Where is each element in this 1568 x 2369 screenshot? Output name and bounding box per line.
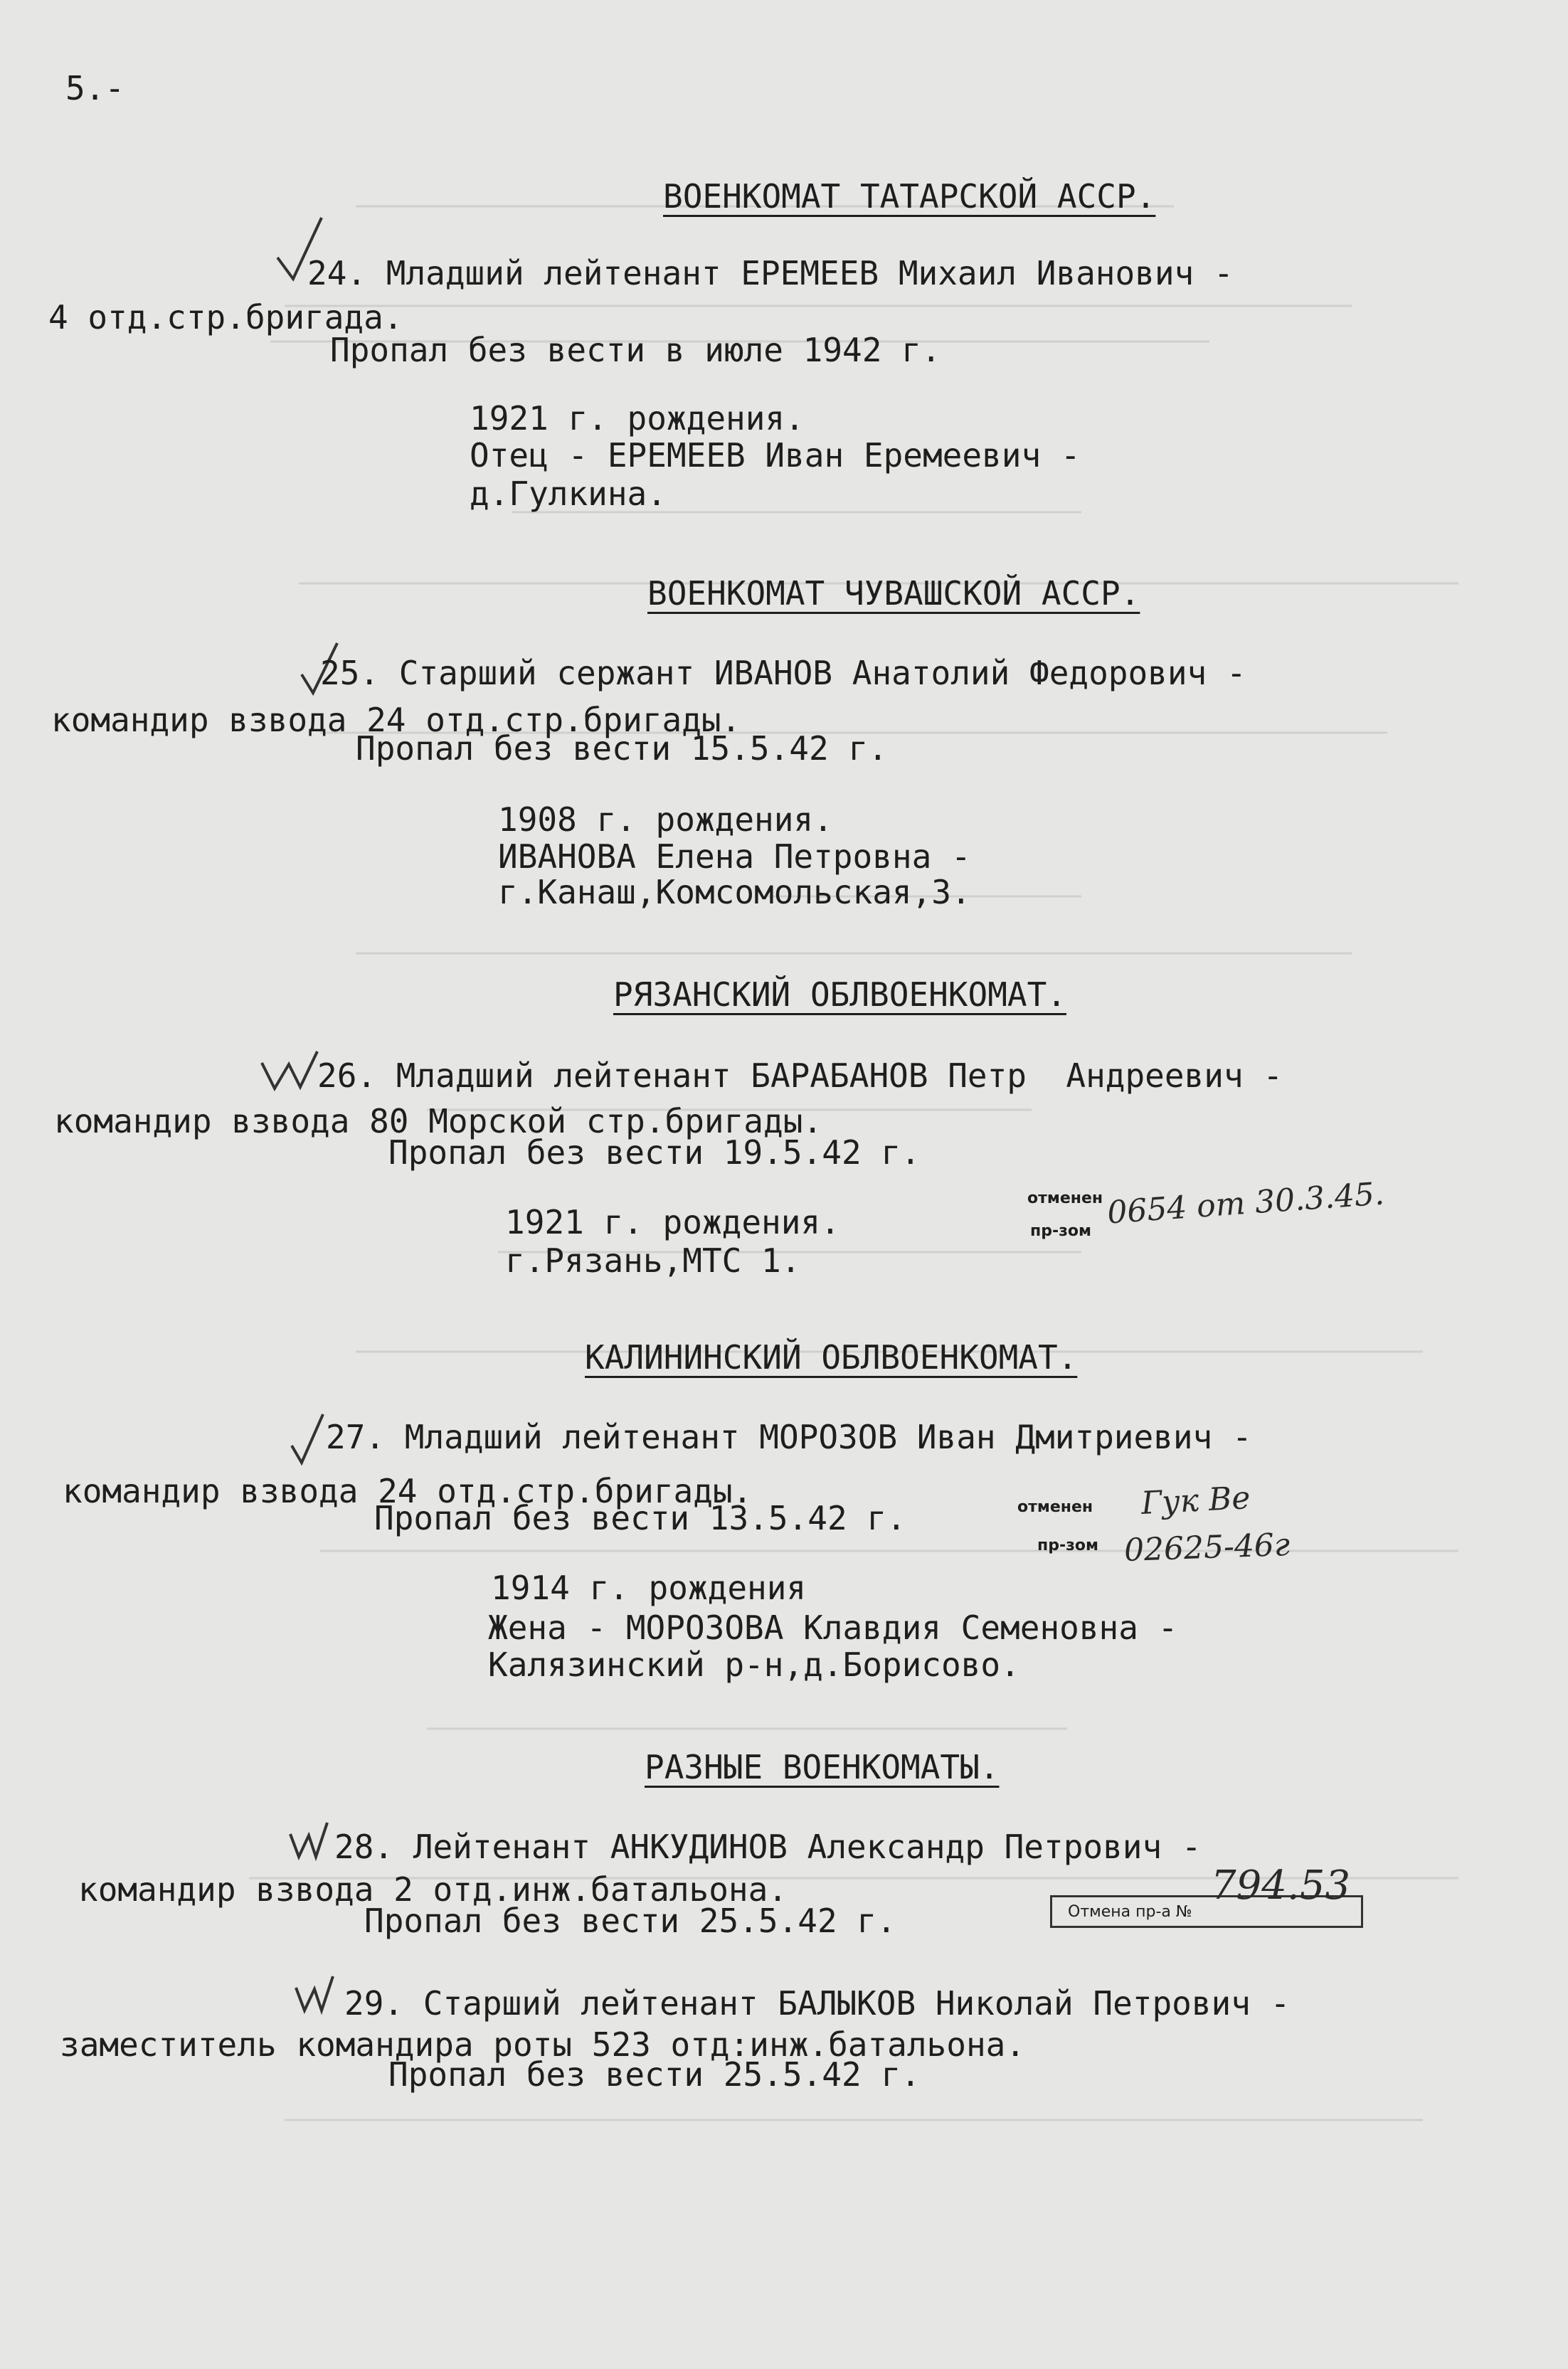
handwritten-order-number: 02625-46г xyxy=(1123,1526,1291,1569)
section-heading-kalinin: КАЛИНИНСКИЙ ОБЛВОЕНКОМАТ. xyxy=(585,1338,1078,1377)
entry-25-line2: командир взвода 24 отд.стр.бригады. xyxy=(51,701,741,739)
entry-29-line1: 29. Старший лейтенант БАЛЫКОВ Николай Петрович - xyxy=(344,1984,1291,2023)
section-heading-tatar: ВОЕНКОМАТ ТАТАРСКОЙ АССР. xyxy=(663,177,1156,216)
entry-25-birth: 1908 г. рождения. xyxy=(498,800,833,839)
entry-27-line1: 27. Младший лейтенант МОРОЗОВ Иван Дмитриевич - xyxy=(326,1418,1252,1456)
entry-29-missing: Пропал без вести 25.5.42 г. xyxy=(388,2055,921,2094)
entry-26-birth: 1921 г. рождения. xyxy=(505,1203,840,1241)
entry-24-line2: 4 отд.стр.бригада. xyxy=(48,298,403,336)
entry-28-missing: Пропал без вести 25.5.42 г. xyxy=(364,1902,896,1940)
entry-25-address: г.Канаш,Комсомольская,3. xyxy=(498,873,971,911)
entry-24-relative: Отец - ЕРЕМЕЕВ Иван Еремеевич - xyxy=(470,436,1081,475)
entry-27-birth: 1914 г. рождения xyxy=(491,1569,807,1607)
cancel-stamp-line1: отменен xyxy=(1027,1189,1103,1207)
check-mark-icon xyxy=(258,1049,322,1098)
check-mark-icon xyxy=(287,1820,330,1870)
entry-24-line1: 24. Младший лейтенант ЕРЕМЕЕВ Михаил Иванович - xyxy=(307,254,1234,292)
cancel-stamp-line2: пр-зом xyxy=(1037,1537,1098,1554)
entry-26-line2: командир взвода 80 Морской стр.бригады. xyxy=(54,1102,823,1140)
handwritten-order-number: 794.53 xyxy=(1211,1862,1350,1909)
entry-25-relative: ИВАНОВА Елена Петровна - xyxy=(498,837,971,876)
section-heading-chuvash: ВОЕНКОМАТ ЧУВАШСКОЙ АССР. xyxy=(647,574,1140,613)
cancel-stamp-line2: пр-зом xyxy=(1030,1222,1091,1240)
entry-27-address: Калязинский р-н,д.Борисово. xyxy=(488,1645,1020,1684)
entry-26-missing: Пропал без вести 19.5.42 г. xyxy=(388,1133,921,1172)
entry-27-missing: Пропал без вести 13.5.42 г. xyxy=(374,1499,906,1537)
entry-26-line1: 26. Младший лейтенант БАРАБАНОВ Петр Андреевич - xyxy=(317,1056,1283,1095)
entry-27-relative: Жена - МОРОЗОВА Клавдия Семеновна - xyxy=(488,1609,1178,1647)
cancel-stamp-line1: отменен xyxy=(1017,1498,1093,1516)
entry-28-line1: 28. Лейтенант АНКУДИНОВ Александр Петрович - xyxy=(334,1828,1202,1866)
handwritten-order-number: 0654 от 30.3.45. xyxy=(1106,1175,1386,1231)
entry-26-address: г.Рязань,МТС 1. xyxy=(505,1241,801,1280)
handwritten-signature: Гук Ве xyxy=(1140,1480,1251,1522)
page-number: 5.- xyxy=(65,69,125,107)
entry-25-missing: Пропал без вести 15.5.42 г. xyxy=(356,729,888,768)
section-heading-misc: РАЗНЫЕ ВОЕНКОМАТЫ. xyxy=(645,1748,1000,1786)
entry-24-address: д.Гулкина. xyxy=(470,475,667,513)
entry-27-line2: командир взвода 24 отд.стр.бригады. xyxy=(63,1472,753,1510)
entry-29-line2: заместитель командира роты 523 отд:инж.батальона. xyxy=(60,2025,1026,2064)
entry-24-birth: 1921 г. рождения. xyxy=(470,399,805,438)
entry-24-missing: Пропал без вести в июле 1942 г. xyxy=(330,331,941,369)
cancel-order-label: Отмена пр-а № xyxy=(1068,1903,1192,1921)
entry-25-line1: 25. Старший сержант ИВАНОВ Анатолий Федорович - xyxy=(320,654,1246,692)
check-mark-icon xyxy=(287,1411,330,1468)
entry-28-line2: командир взвода 2 отд.инж.батальона. xyxy=(78,1870,788,1909)
section-heading-ryazan: РЯЗАНСКИЙ ОБЛВОЕНКОМАТ. xyxy=(613,975,1066,1014)
check-mark-icon xyxy=(293,1973,336,2023)
